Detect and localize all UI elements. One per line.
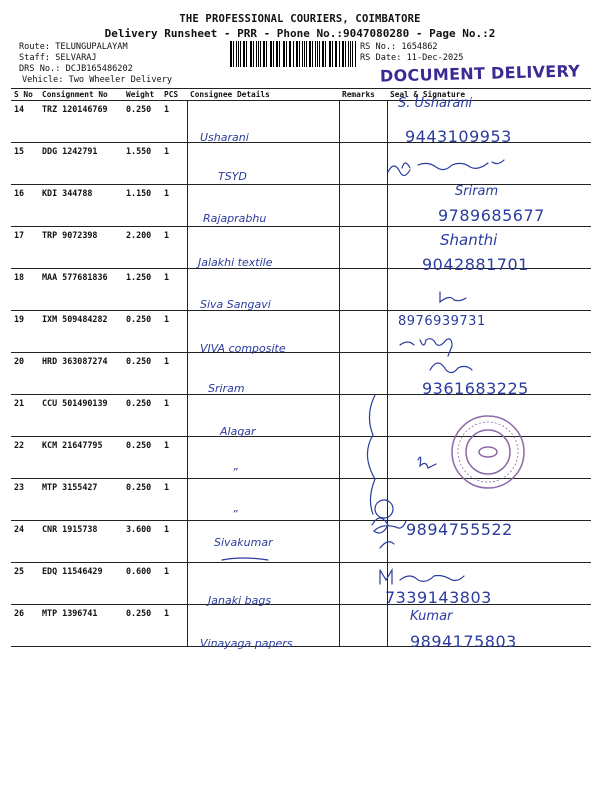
rs-number: RS No.: 1654862 [360, 42, 438, 52]
row-weight: 0.250 [123, 395, 161, 437]
handwritten-consignee: Janaki bags [208, 594, 272, 607]
row-consignment-no: KDI 344788 [39, 185, 123, 227]
drs-number: DRS No.: DCJB165486202 [19, 64, 133, 74]
row-consignment-no: MAA 577681836 [39, 269, 123, 311]
handwritten-consignee: Jalakhi textile [198, 256, 273, 269]
handwritten-signature: S. Usharani [398, 96, 473, 111]
handwritten-consignee: Rajaprabhu [203, 212, 267, 225]
row-weight: 2.200 [123, 227, 161, 269]
col-remarks: Remarks [339, 89, 387, 101]
route-label: Route: TELUNGUPALAYAM [19, 42, 128, 52]
row-pcs: 1 [161, 143, 187, 185]
row-sno: 18 [11, 269, 39, 311]
row-sno: 15 [11, 143, 39, 185]
row-consignment-no: CCU 501490139 [39, 395, 123, 437]
handwritten-phone: 9361683225 [422, 379, 529, 398]
row-sno: 17 [11, 227, 39, 269]
row-consignment-no: MTP 1396741 [39, 605, 123, 647]
row-pcs: 1 [161, 101, 187, 143]
row-weight: 0.250 [123, 437, 161, 479]
row-sno: 21 [11, 395, 39, 437]
col-sno: S No [11, 89, 39, 101]
handwritten-phone: 7339143803 [385, 588, 492, 607]
row-consignment-no: MTP 3155427 [39, 479, 123, 521]
row-sno: 14 [11, 101, 39, 143]
staff-label: Staff: SELVARAJ [19, 53, 97, 63]
handwritten-signature: Shanthi [440, 231, 498, 249]
handwritten-signature: Kumar [410, 609, 453, 624]
row-pcs: 1 [161, 269, 187, 311]
document-subtitle: Delivery Runsheet - PRR - Phone No.:9047080280 - Page No.:2 [104, 27, 496, 40]
row-consignment-no: KCM 21647795 [39, 437, 123, 479]
row-consignment-no: CNR 1915738 [39, 521, 123, 563]
row-sno: 23 [11, 479, 39, 521]
handwritten-phone: 8976939731 [398, 314, 486, 329]
handwritten-consignee: VIVA composite [200, 342, 286, 355]
row-consignment-no: TRZ 120146769 [39, 101, 123, 143]
row-sno: 24 [11, 521, 39, 563]
row-sno: 16 [11, 185, 39, 227]
row-sno: 20 [11, 353, 39, 395]
row-sno: 26 [11, 605, 39, 647]
row-consignment-no: IXM 509484282 [39, 311, 123, 353]
handwritten-consignee: Sriram [208, 382, 245, 395]
row-pcs: 1 [161, 605, 187, 647]
handwritten-ditto: ” [232, 508, 238, 521]
row-pcs: 1 [161, 395, 187, 437]
row-pcs: 1 [161, 563, 187, 605]
document-title: THE PROFESSIONAL COURIERS, COIMBATORE [179, 13, 421, 25]
row-pcs: 1 [161, 521, 187, 563]
row-pcs: 1 [161, 479, 187, 521]
handwritten-phone: 9443109953 [405, 127, 512, 146]
handwritten-ditto: ” [232, 466, 238, 479]
handwritten-consignee: Alagar [220, 425, 256, 438]
document-delivery-stamp: DOCUMENT DELIVERY [379, 61, 581, 86]
row-sno: 25 [11, 563, 39, 605]
handwritten-consignee: Siva Sangavi [200, 298, 271, 311]
handwritten-phone: 9789685677 [438, 206, 545, 225]
row-consignment-no: HRD 363087274 [39, 353, 123, 395]
row-weight: 0.600 [123, 563, 161, 605]
handwritten-phone: 9894755522 [406, 520, 513, 539]
row-weight: 0.250 [123, 605, 161, 647]
row-consignment-no: TRP 9072398 [39, 227, 123, 269]
handwritten-consignee: Vinayaga papers [200, 637, 293, 650]
row-pcs: 1 [161, 311, 187, 353]
handwritten-consignee: TSYD [218, 170, 247, 183]
col-weight: Weight [123, 89, 161, 101]
rs-date: RS Date: 11-Dec-2025 [360, 53, 464, 63]
row-weight: 0.250 [123, 311, 161, 353]
row-weight: 0.250 [123, 479, 161, 521]
row-pcs: 1 [161, 227, 187, 269]
row-sno: 19 [11, 311, 39, 353]
row-weight: 0.250 [123, 101, 161, 143]
handwritten-consignee: Usharani [200, 131, 249, 144]
handwritten-signature: Sriram [455, 184, 499, 199]
handwritten-phone: 9042881701 [422, 255, 529, 274]
row-consignment-no: DDG 1242791 [39, 143, 123, 185]
row-weight: 3.600 [123, 521, 161, 563]
handwritten-consignee: Sivakumar [214, 536, 273, 549]
row-weight: 1.550 [123, 143, 161, 185]
col-signature: Seal & Signature [387, 89, 591, 101]
handwritten-phone: 9894175803 [410, 632, 517, 651]
vehicle-label: Vehicle: Two Wheeler Delivery [22, 75, 173, 85]
row-weight: 1.250 [123, 269, 161, 311]
row-pcs: 1 [161, 353, 187, 395]
col-pcs: PCS [161, 89, 187, 101]
row-weight: 0.250 [123, 353, 161, 395]
col-consignment: Consignment No [39, 89, 123, 101]
row-sno: 22 [11, 437, 39, 479]
row-consignment-no: EDQ 11546429 [39, 563, 123, 605]
col-consignee: Consignee Details [187, 89, 339, 101]
row-pcs: 1 [161, 437, 187, 479]
row-weight: 1.150 [123, 185, 161, 227]
row-pcs: 1 [161, 185, 187, 227]
